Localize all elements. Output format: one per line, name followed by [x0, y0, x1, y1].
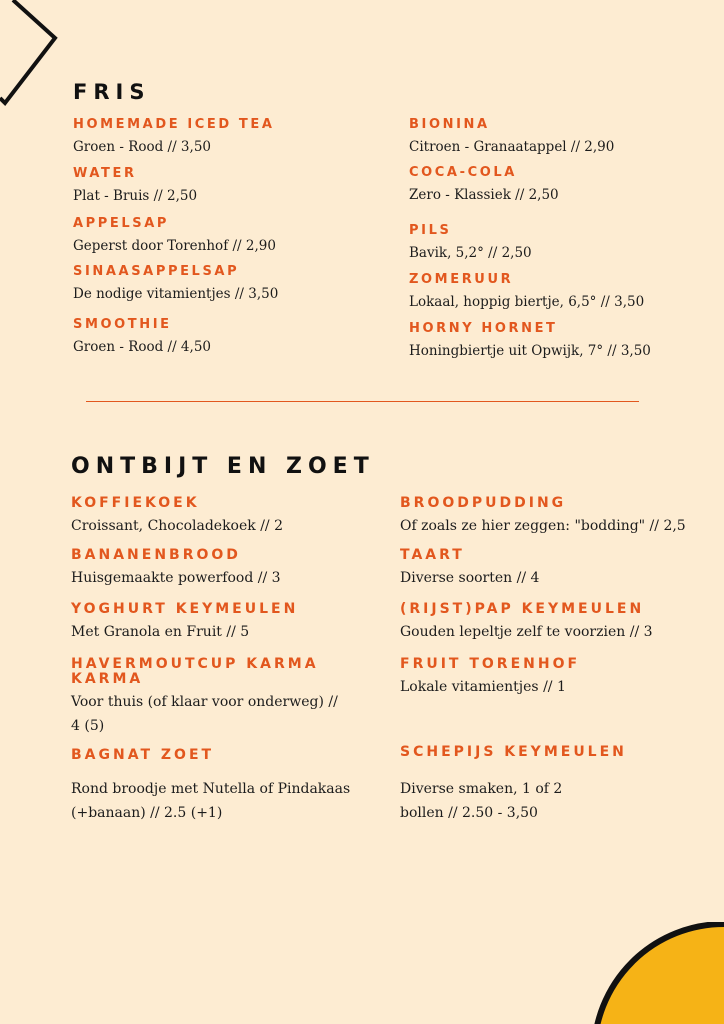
item-description: Diverse soorten // 4 [400, 570, 540, 586]
item-description: Gouden lepeltje zelf te voorzien // 3 [400, 624, 653, 640]
menu-item [409, 117, 614, 159]
menu-item [400, 602, 700, 644]
item-description: Voor thuis (of klaar voor onderweg) // 4 (5) [71, 694, 338, 734]
item-name: HOMEMADE ICED TEA [73, 117, 275, 132]
item-name: BAGNAT ZOET [71, 747, 215, 763]
menu-item [400, 496, 720, 538]
yellow-circle-decoration [590, 922, 724, 1024]
item-description: Groen - Rood // 4,50 [73, 339, 211, 355]
item-description: Citroen - Granaatappel // 2,90 [409, 139, 615, 155]
menu-item [400, 548, 700, 590]
item-description: Huisgemaakte powerfood // 3 [71, 570, 281, 586]
menu-item [409, 321, 651, 363]
section-title-fris: FRIS [73, 80, 151, 104]
item-description: Rond broodje met Nutella of Pindakaas (+banaan) // 2.5 (+1) [71, 781, 351, 821]
item-description: Bavik, 5,2° // 2,50 [409, 245, 532, 261]
item-name: TAART [400, 547, 465, 563]
item-description: Of zoals ze hier zeggen: "bodding" // 2,5 [400, 518, 686, 534]
item-description: Honingbiertje uit Opwijk, 7° // 3,50 [409, 343, 651, 359]
item-name: APPELSAP [73, 216, 170, 231]
item-name: (RIJST)PAP KEYMEULEN [400, 601, 645, 617]
menu-item [409, 223, 532, 265]
section-divider [86, 401, 639, 402]
menu-item [71, 657, 361, 738]
item-description: Geperst door Torenhof // 2,90 [73, 238, 276, 254]
item-name: WATER [73, 166, 137, 181]
item-name: HORNY HORNET [409, 321, 558, 336]
item-name: FRUIT TORENHOF [400, 656, 581, 672]
item-name: PILS [409, 223, 452, 238]
item-description: Plat - Bruis // 2,50 [73, 188, 198, 204]
item-description: Zero - Klassiek // 2,50 [409, 187, 559, 203]
menu-item [73, 117, 275, 159]
item-description: Lokale vitamientjes // 1 [400, 679, 566, 695]
item-description: De nodige vitamientjes // 3,50 [73, 286, 279, 302]
menu-item [400, 745, 700, 825]
item-description: Diverse smaken, 1 of 2 bollen // 2.50 - 3,50 [400, 781, 563, 821]
menu-item [73, 216, 276, 258]
item-name: ZOMERUUR [409, 272, 514, 287]
item-name: COCA-COLA [409, 165, 517, 180]
section-title-ontbijt-en-zoet: ONTBIJT EN ZOET [71, 454, 375, 479]
item-description: Met Granola en Fruit // 5 [71, 624, 250, 640]
item-description: Lokaal, hoppig biertje, 6,5° // 3,50 [409, 294, 645, 310]
item-description: Groen - Rood // 3,50 [73, 139, 211, 155]
item-name: HAVERMOUTCUP KARMA KARMA [71, 656, 319, 687]
menu-item [71, 548, 371, 590]
menu-item [409, 165, 559, 207]
item-name: SCHEPIJS KEYMEULEN [400, 744, 627, 760]
item-name: KOFFIEKOEK [71, 495, 200, 511]
item-name: SMOOTHIE [73, 317, 172, 332]
menu-item [71, 748, 371, 825]
item-name: SINAASAPPELSAP [73, 264, 240, 279]
menu-item [400, 657, 700, 699]
menu-item [73, 166, 197, 208]
menu-item [73, 317, 211, 359]
corner-square-decoration [0, 0, 70, 115]
item-name: YOGHURT KEYMEULEN [71, 601, 299, 617]
item-description: Croissant, Chocoladekoek // 2 [71, 518, 283, 534]
menu-item [71, 602, 371, 644]
item-name: BANANENBROOD [71, 547, 241, 563]
menu-item [73, 264, 278, 306]
menu-item [71, 496, 371, 538]
menu-item [409, 272, 644, 314]
item-name: BROODPUDDING [400, 495, 567, 511]
item-name: BIONINA [409, 117, 490, 132]
